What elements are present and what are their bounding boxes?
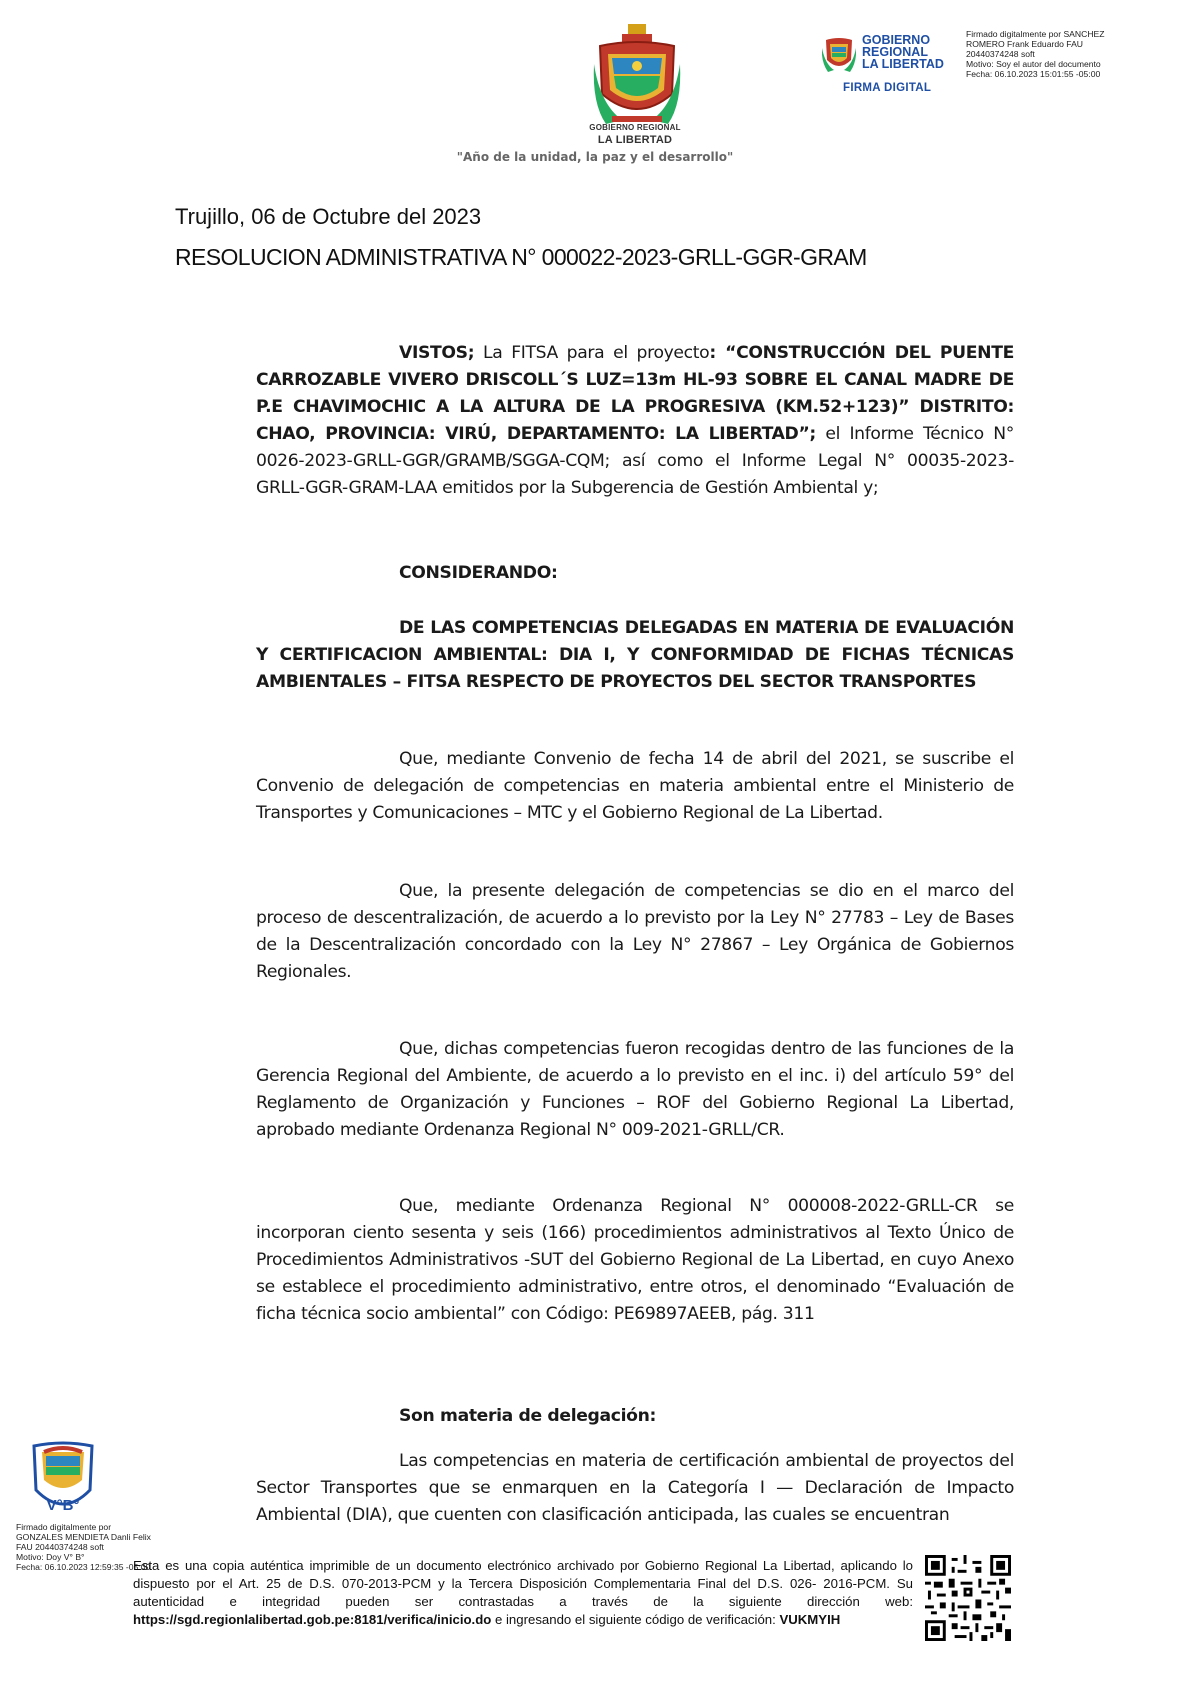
- competencias-heading: [256, 615, 1014, 696]
- signature-brand-line3: LA LIBERTAD: [862, 57, 944, 71]
- footer-authenticity-note: [133, 1557, 913, 1629]
- considerando-heading: [256, 560, 1014, 587]
- document-title: RESOLUCION ADMINISTRATIVA N° 000022-2023-GRLL-GGR-GRAM: [175, 244, 867, 270]
- footer-text: Esta es una copia auténtica imprimible de un documento electrónico archivado por Gobierno Regional La Libertad, aplicando lo dispuesto por el Art. 25 de D.S. 070-2013-PCM y la Tercera Disposición Complementaria Final del D.S. 026- 2016-PCM. Su autenticidad e integridad pueden ser contrastadas a través de la siguiente dirección web:: [133, 1558, 913, 1609]
- competencias-heading-text: DE LAS COMPETENCIAS DELEGADAS EN MATERIA DE EVALUACIÓN Y CERTIFICACION AMBIENTAL: DIA I, Y CONFORMIDAD DE FICHAS TÉCNICAS AMBIENTALES – FITSA RESPECTO DE PROYECTOS DEL SECTOR TRANSPORTES: [256, 618, 1014, 692]
- vistos-project: : “CONSTRUCCIÓN DEL PUENTE CARROZABLE VIVERO DRISCOLL´S LUZ=13m HL-93 SOBRE EL CANAL MADRE DE P.E CHAVIMOCHIC A LA ALTURA DE LA PROGRESIVA (KM.52+123)” DISTRITO: CHAO, PROVINCIA: VIRÚ, DEPARTAMENTO: LA LIBERTAD”;: [256, 343, 1014, 444]
- vistos-paragraph: [256, 340, 1014, 502]
- firma-digital-label: FIRMA DIGITAL: [843, 82, 932, 94]
- signature-line: Motivo: Doy V° B°: [16, 1552, 85, 1562]
- considerando-label: CONSIDERANDO:: [399, 563, 558, 583]
- document-date: Trujillo, 06 de Octubre del 2023: [175, 204, 482, 229]
- footer-text-2: e ingresando el siguiente código de verificación:: [491, 1612, 780, 1627]
- vistos-label: VISTOS;: [399, 343, 475, 363]
- digital-signature-details: [966, 29, 1166, 79]
- paragraph-que-2: [256, 878, 1014, 986]
- signature-brand-line1: GOBIERNO: [862, 33, 931, 47]
- paragraph-text: Las competencias en materia de certificación ambiental de proyectos del Sector Transportes que se enmarquen en la Categoría I — Declaración de Impacto Ambiental (DIA), que cuenten con clasificación anticipada, las cuales se encuentran: [256, 1451, 1014, 1525]
- crest-caption-line2: LA LIBERTAD: [597, 134, 673, 146]
- paragraph-text: Que, mediante Ordenanza Regional N° 000008-2022-GRLL-CR se incorporan ciento sesenta y seis (166) procedimientos administrativos al Texto Único de Procedimientos Administrativos -SUT del Gobierno Regional de La Libertad, en cuyo Anexo se establece el procedimiento administrativo, entre otros, el denominado “Evaluación de ficha técnica socio ambiental” con Código: PE69897AEEB, pág. 311: [256, 1196, 1014, 1324]
- paragraph-que-4: [256, 1193, 1014, 1328]
- signature-line: FAU 20440374248 soft: [16, 1542, 104, 1552]
- qr-code-icon: [925, 1555, 1011, 1641]
- crest-caption: [560, 122, 710, 146]
- signature-line: ROMERO Frank Eduardo FAU: [966, 39, 1084, 49]
- paragraph-text: Que, mediante Convenio de fecha 14 de abril del 2021, se suscribe el Convenio de delegación de competencias en materia ambiental entre el Ministerio de Transportes y Comunicaciones – MTC y el Gobierno Regional de La Libertad.: [256, 749, 1014, 823]
- paragraph-text: Que, dichas competencias fueron recogidas dentro de las funciones de la Gerencia Regional del Ambiente, de acuerdo a lo previsto en el inc. i) del artículo 59° del Reglamento de Organización y Funciones – ROF del Gobierno Regional La Libertad, aprobado mediante Ordenanza Regional N° 009-2021-GRLL/CR.: [256, 1039, 1014, 1140]
- paragraph-text: Que, la presente delegación de competencias se dio en el marco del proceso de descentralización, de acuerdo a lo previsto por la Ley N° 27783 – Ley de Bases de la Descentralización concordado con la Ley N° 27867 – Ley Orgánica de Gobiernos Regionales.: [256, 881, 1014, 982]
- signature-line: Fecha: 06.10.2023 15:01:55 -05:00: [966, 69, 1101, 79]
- signature-line: GONZALES MENDIETA Danli Felix: [16, 1532, 151, 1542]
- signature-line: 20440374248 soft: [966, 49, 1035, 59]
- vistos-text: La FITSA para el proyecto: [474, 343, 710, 363]
- verification-url-link[interactable]: https://sgd.regionlalibertad.gob.pe:8181/verifica/inicio.do: [133, 1612, 492, 1627]
- verification-code: VUKMYIH: [779, 1612, 841, 1627]
- paragraph-que-1: [256, 746, 1014, 827]
- competencias-paragraph: [256, 1448, 1014, 1529]
- signature-line: Firmado digitalmente por SANCHEZ: [966, 29, 1105, 39]
- signature-line: Fecha: 06.10.2023 12:59:35 -05:00: [16, 1562, 151, 1572]
- signature-line: Motivo: Soy el autor del documento: [966, 59, 1101, 69]
- son-materia-heading: [256, 1403, 1014, 1430]
- son-materia-text: Son materia de delegación:: [399, 1406, 656, 1426]
- signature-brand: [862, 34, 944, 70]
- vobo-label: V°B°: [46, 1497, 80, 1514]
- year-motto: "Año de la unidad, la paz y el desarrollo": [456, 150, 734, 164]
- vistos-text-2: el Informe Técnico N° 0026-2023-GRLL-GGR/GRAMB/SGGA-CQM; así como el Informe Legal N° 00035-2023-GRLL-GGR-GRAM-LAA emitidos por la Subgerencia de Gestión Ambiental y;: [256, 424, 1014, 498]
- signature-brand-line2: REGIONAL: [862, 45, 928, 59]
- vobo-seal-icon: [28, 1440, 98, 1526]
- signature-crest-icon: [822, 32, 856, 76]
- crest-caption-line1: GOBIERNO REGIONAL: [589, 123, 681, 132]
- paragraph-que-3: [256, 1036, 1014, 1144]
- signature-line: Firmado digitalmente por: [16, 1522, 112, 1532]
